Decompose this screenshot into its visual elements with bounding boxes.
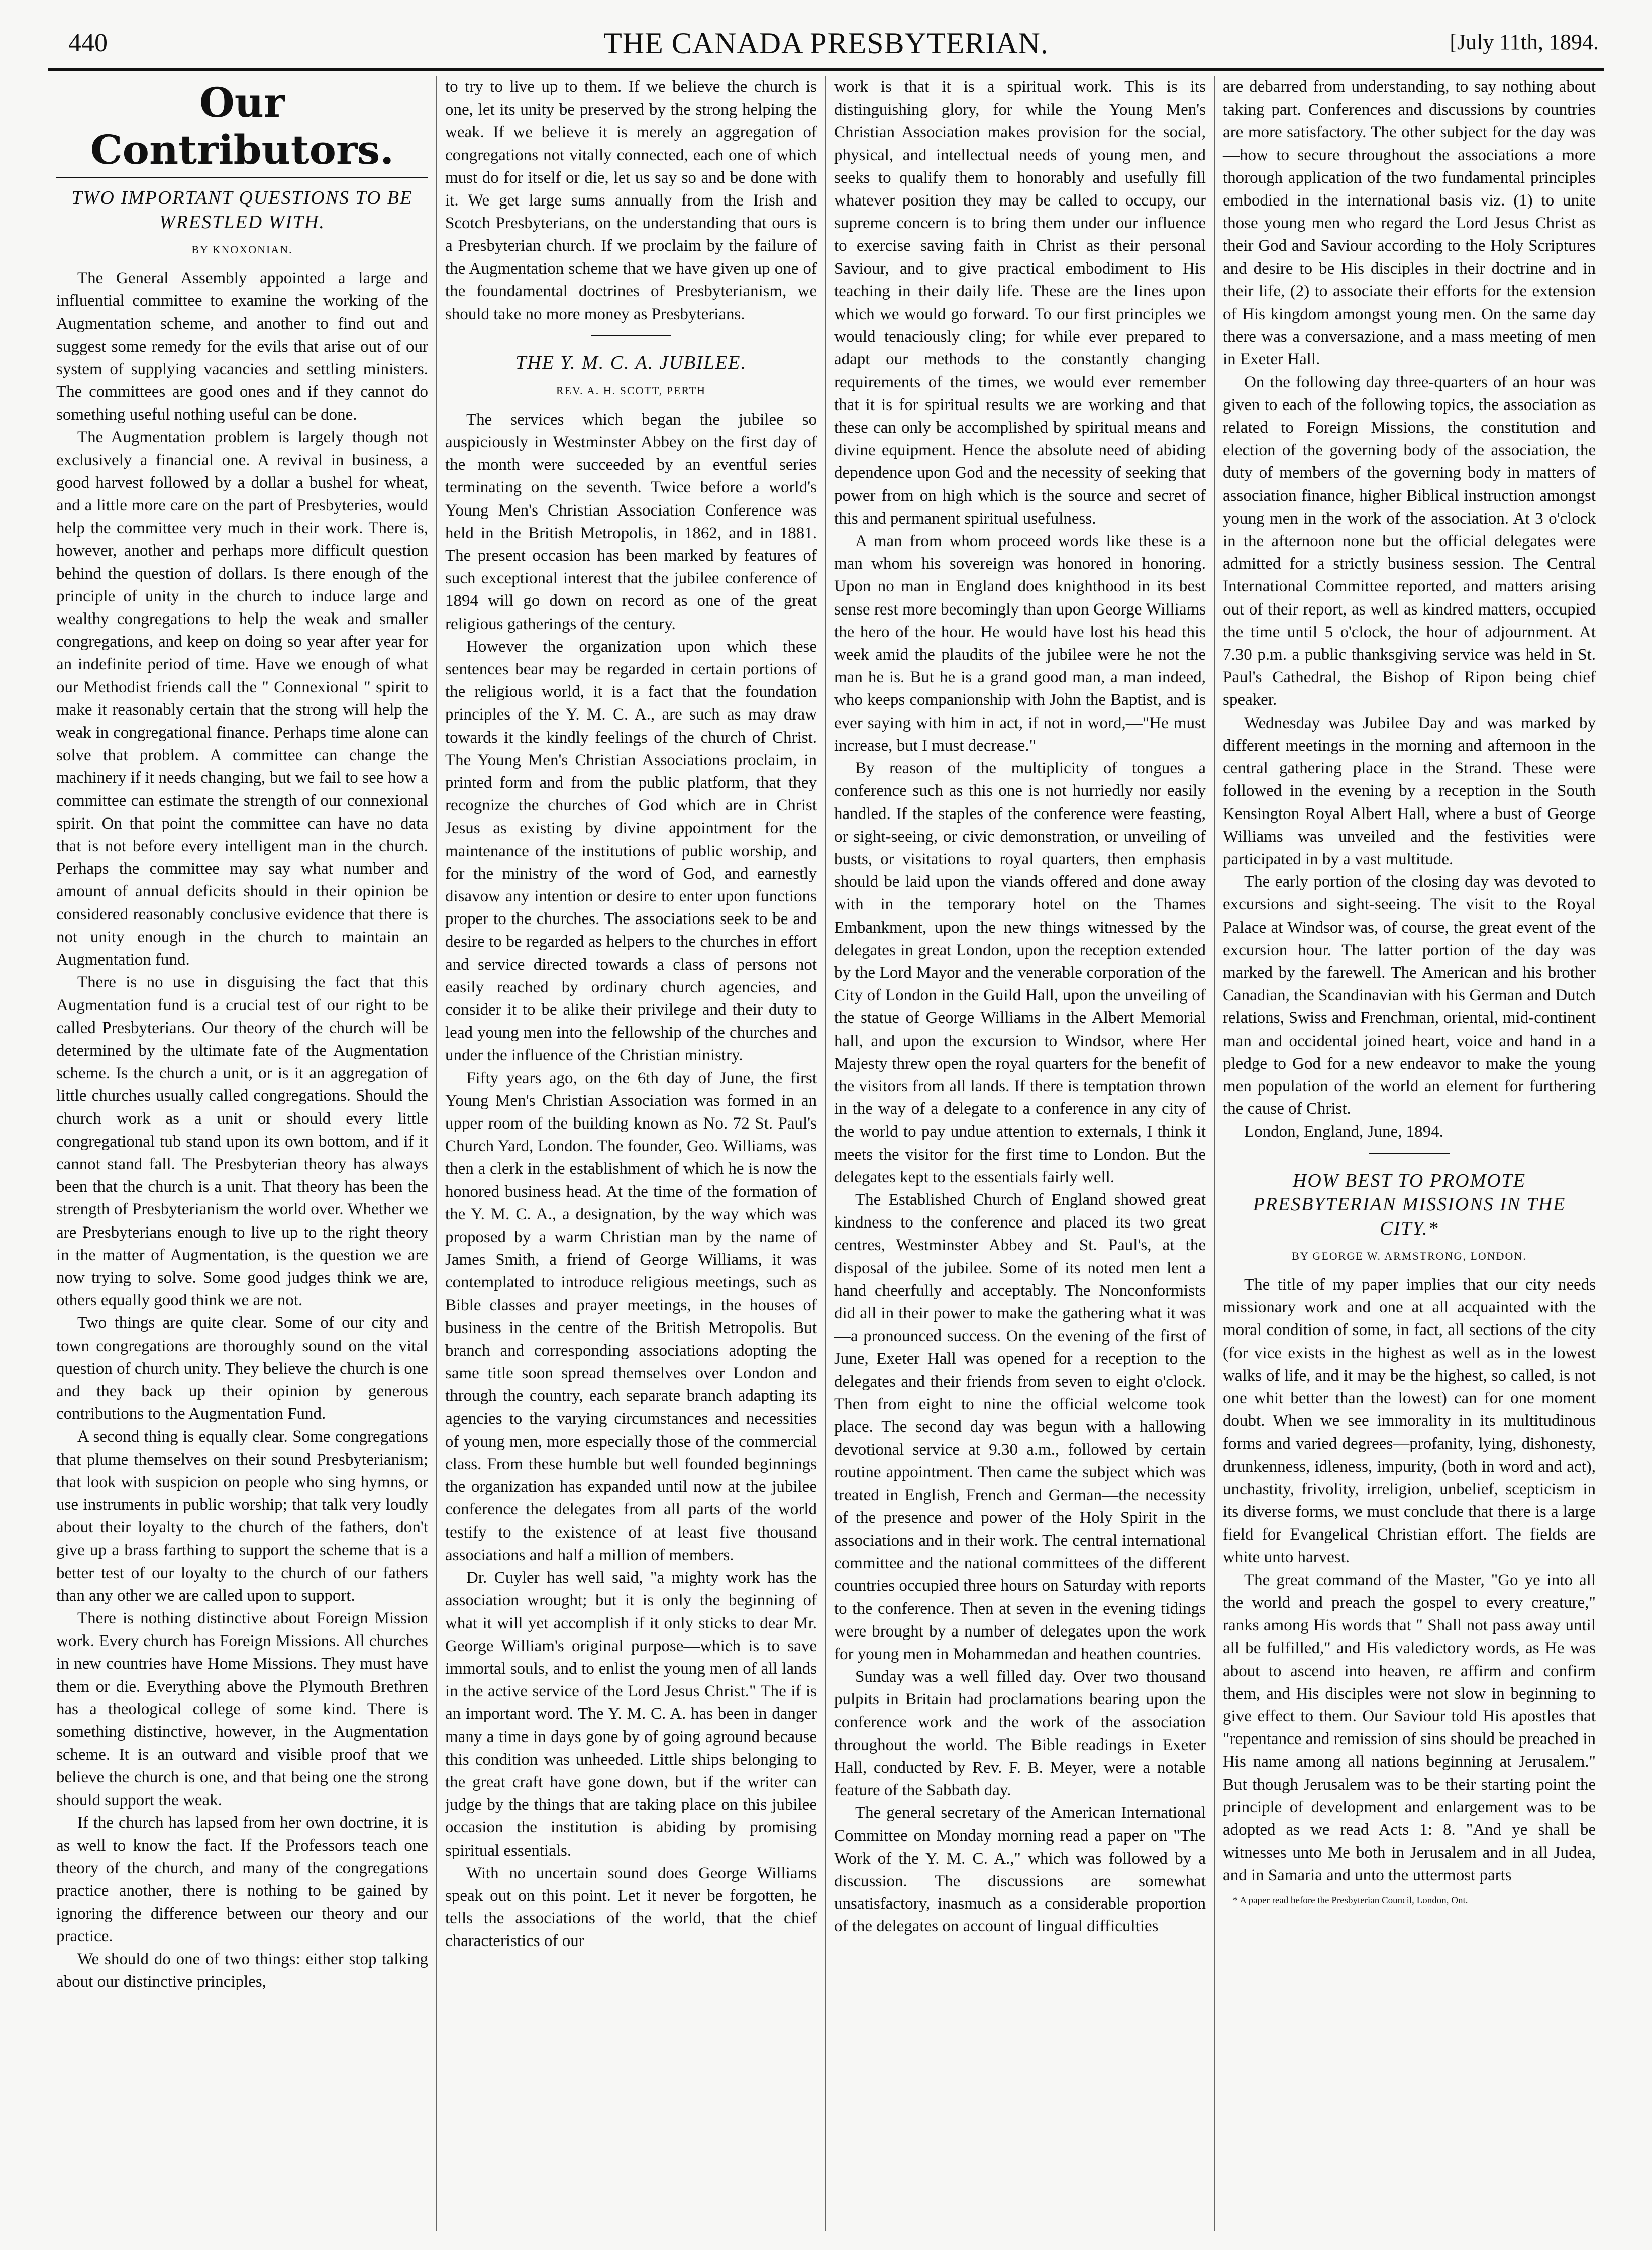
paragraph: to try to live up to them. If we believe the church is one, let its unity be preserved by the strong helping the weak. If we believe it is merely an aggregation of congregations not vitally connected, each one of which must do for itself or die, let us say so and be done with it. We get large sums annually from the Irish and Scotch Presbyterians, on the understanding that ours is a Presbyterian church. If we proclaim by the failure of the Augmentation scheme that we have given up one of the foundamental doctrines of Presbyterianism, we should take no more money as Presbyterians. [445,78,817,324]
article-byline: BY KNOXONIAN. [191,243,293,256]
columns [48,76,1604,2231]
column-1 [48,76,437,2231]
column-4 [1215,76,1604,2231]
paragraph: The title of my paper implies that our city needs missionary work and one at all acquainted with the moral condition of some, in fact, all sections of the city (for vice exists in the highest as well as in the lowest walks of life, and it may be the highest, so called, is not one whit better than the lowest) can for one moment doubt. When we see immorality in its multitudinous forms and varied degrees—profanity, lying, dishonesty, drunkenness, idleness, impurity, (both in word and act), unchastity, frivolity, irreligion, unbelief, scepticism in its diverse forms, we must conclude that there is a large field for Evangelical Christian effort. The fields are white unto harvest. [1223,1276,1596,1567]
paragraph: We should do one of two things: either stop talking about our distinctive principles, [56,1950,428,1991]
paragraph: Wednesday was Jubilee Day and was marked by different meetings in the morning and afternoon in the central gathering place in the Strand. These were followed in the evening by a reception in the South Kensington Royal Albert Hall, where a bust of George Williams was unveiled and the festivities were participated in by a vast multitude. [1223,713,1596,868]
dateline: London, England, June, 1894. [1244,1122,1443,1141]
paragraph: There is no use in disguising the fact that this Augmentation fund is a crucial test of our right to be called Presbyterians. Our theory of the church will be determined by the ultimate fate of the Augmentation scheme. Is the church a unit, or is it an aggregation of little churches usually called congregations. Should the church work as a unit or should every little congregational tub stand upon its own bottom, and if it cannot stand fall. The Presbyterian theory has always been that the church is a unit. That theory has been the strength of Presbyterianism the world over. Whether we are Presbyterians enough to live up to the right theory in the matter of Augmentation, is the question we are now trying to solve. Some good judges think we are, others equally good think we are not. [56,973,428,1310]
article-byline: BY GEORGE W. ARMSTRONG, LONDON. [1292,1250,1527,1263]
article-byline: REV. A. H. SCOTT, PERTH [556,384,706,397]
paragraph: However the organization upon which these sentences bear may be regarded in certain portions of the religious world, it is a fact that the foundation principles of the Y. M. C. A., are such as may draw towards it the kindly feelings of the church of Christ. The Young Men's Christian Associations proclaim, in printed form and from the public platform, that they recognize the churches of God which are in Christ Jesus as existing by divine appointment for the maintenance of the institutions of public worship, and for the ministry of the word of God, and earnestly disavow any intention or desire to enter upon functions proper to the churches. The associations seek to be and desire to be regarded as helpers to the churches in effort and service directed towards a class of persons not easily reached by ordinary church agencies, and consider it to be alike their privilege and their duty to lead young men into the fellowship of the churches and under the influence of the Christian ministry. [445,637,817,1065]
paragraph: The great command of the Master, "Go ye into all the world and preach the gospel to every creature," ranks among His words that " Shall not pass away until all be fulfilled," and His valedictory words, as He was about to ascend into heaven, re affirm and confirm them, and His disciples were not slow in beginning to give effect to them. Our Saviour told His apostles that "repentance and remission of sins should be preached in His name among all nations beginning at Jerusalem." But though Jerusalem was to be their starting point the principle of development and enlargement was to be adopted as we read Acts 1: 8. "And ye shall be witnesses unto Me both in Jerusalem and in all Judea, and in Samaria and unto the uttermost parts [1223,1571,1596,1885]
paragraph: A man from whom proceed words like these is a man whom his sovereign was honored in honoring. Upon no man in England does knighthood in its best sense rest more becomingly than upon George Williams the hero of the hour. He would have lost his head this week amid the plaudits of the jubilee were he not the man he is. But he is a grand good man, a man indeed, who keeps companionship with John the Baptist, and is ever saying with him in act, if not in word,—"He must increase, but I must decrease." [834,532,1206,755]
paragraph: By reason of the multiplicity of tongues a conference such as this one is not hurriedly nor easily handled. If the staples of the conference were feasting, or sight-seeing, or civic demonstration, or unveiling of busts, or visitations to royal quarters, then emphasis should be laid upon the viands offered and done away with in the temporary hotel on the Thames Embankment, upon the new things witnessed by the delegates in great London, upon the reception extended by the Lord Mayor and the venerable corporation of the City of London in the Guild Hall, upon the unveiling of the statue of George Williams in the Albert Memorial hall, and upon the excursion to Windsor, where Her Majesty threw open the royal quarters for the benefit of the visitors from all lands. If there is temptation thrown in the way of a delegate to a conference in any city of the world to pay undue attention to externals, I think it meets the visitor for the first time to London. But the delegates kept to the essentials fairly well. [834,759,1206,1186]
divider [1369,1153,1450,1154]
paragraph: On the following day three-quarters of an hour was given to each of the following topics, the association as related to Foreign Missions, the constitution and election of the governing body of the association, the duty of members of the governing body in matters of association finance, higher Biblical instruction amongst young men in the work of the association. At 3 o'clock in the afternoon none but the official delegates were admitted for a strictly business session. The Central International Committee reported, and matters arising out of their report, as well as kindred matters, occupied the time until 5 o'clock, the hour of adjournment. At 7.30 p.m. a public thanksgiving service was held in St. Paul's Cathedral, the Bishop of Ripon being chief speaker. [1223,373,1596,709]
paragraph: With no uncertain sound does George Williams speak out on this point. Let it never be forgotten, he tells the associations of the world, that the chief characteristics of our [445,1864,817,1951]
article-title: THE Y. M. C. A. JUBILEE. [515,352,747,374]
department-heading: Our Contributors. [56,79,428,179]
paragraph: A second thing is equally clear. Some congregations that plume themselves on their sound Presbyterianism; that look with suspicion on people who sing hymns, or use instruments in public worship; that talk very loudly about their loyalty to the church of the fathers, don't give up a brass farthing to support the scheme that is a better test of our loyalty to the church of our fathers than any other we are called upon to support. [56,1427,428,1605]
journal-title: THE CANADA PRESBYTERIAN. [603,27,1049,60]
paragraph: The Established Church of England showed great kindness to the conference and placed its two great centres, Westminster Abbey and St. Paul's, at the disposal of the jubilee. Some of its noted men lent a hand cheerfully and acceptably. The Nonconformists did all in their power to make the gathering what it was—a pronounced success. On the evening of the first of June, Exeter Hall was opened for a reception to the delegates and their friends from seven to eight o'clock. Then from eight to nine the official welcome took place. The second day was begun with a hallowing devotional service at 9.30 a.m., followed by certain routine appointment. Then came the subject which was treated in English, French and German—the necessity of the presence and power of the Holy Spirit in the associations and in their work. The central international committee and the national committees of the different countries occupied three hours on Saturday with reports to the conference. Then at seven in the evening tidings were brought by a number of delegates upon the work for young men in Mohammedan and heathen countries. [834,1190,1206,1664]
column-3 [826,76,1215,2231]
issue-date: [July 11th, 1894. [1450,30,1599,54]
paragraph: There is nothing distinctive about Foreign Mission work. Every church has Foreign Missions. All churches in new countries have Home Missions. They must have them or die. Everything above the Plymouth Brethren has a theological college of some kind. There is something distinctive, however, in the Augmentation scheme. It is an outward and visible proof that we believe the church is one, and that being one the strong should support the weak. [56,1609,428,1809]
paragraph: The General Assembly appointed a large and influential committee to examine the working of the Augmentation scheme, and another to find out and suggest some remedy for the evils that arise out of our system of supplying vacancies and settling ministers. The committees are good ones and if they cannot do something useful nothing useful can be done. [56,269,428,424]
paragraph: The early portion of the closing day was devoted to excursions and sight-seeing. The visit to the Royal Palace at Windsor was, of course, the great event of the excursion hour. The latter portion of the day was marked by the farewell. The American and his brother Canadian, the Scandinavian with his German and Dutch relations, Swiss and Frenchman, oriental, mid-continent man and occidental joined heart, voice and hand in a pledge to God for a new endeavor to make the young men population of the world an element for furthering the cause of Christ. [1223,873,1596,1118]
divider [591,335,671,336]
paragraph: If the church has lapsed from her own doctrine, it is as well to know the fact. If the Professors teach one theory of the church, and many of the congregations practice another, there is nothing to be gained by ignoring the difference between our theory and our practice. [56,1813,428,1946]
page-number: 440 [68,29,108,57]
paragraph: Sunday was a well filled day. Over two thousand pulpits in Britain had proclamations bearing upon the conference work and the work of the association throughout the world. The Bible readings in Exeter Hall, conducted by Rev. F. B. Meyer, were a notable feature of the Sabbath day. [834,1668,1206,1800]
paragraph: The Augmentation problem is largely though not exclusively a financial one. A revival in business, a good harvest followed by a dollar a bushel for wheat, and a little more care on the part of Presbyteries, would help the committee very much in their work. There is, however, another and perhaps more difficult question behind the question of dollars. Is there enough of the principle of unity in the church to induce large and wealthy congregations to help the weak and smaller congregations, and keep on doing so year after year for an indefinite period of time. Have we enough of what our Methodist friends call the " Connexional " spirit to make it reasonably certain that the strong will help the weak in congregational finance. Perhaps time alone can solve that problem. A committee can change the machinery if it needs changing, but we fail to see how a committee can estimate the strength of our connexional spirit. On that point the committee can have no data that is not before every intelligent man in the church. Perhaps the committee may say what number and amount of annual deficits should in their opinion be considered reasonably conclusive evidence that there is not unity enough in the church to maintain an Augmentation fund. [56,428,428,969]
footnote: * A paper read before the Presbyterian Council, London, Ont. [1233,1895,1468,1906]
paragraph: The services which began the jubilee so auspiciously in Westminster Abbey on the first day of the month were succeeded by an eventful series terminating on the seventh. Twice before a world's Young Men's Christian Association Conference was held in the British Metropolis, in 1862, and in 1881. The present occasion has been marked by features of such exceptional interest that the jubilee conference of 1894 will go down on record as one of the great religious gatherings of the century. [445,410,817,633]
paragraph: Two things are quite clear. Some of our city and town congregations are thoroughly sound on the vital question of church unity. They believe the church is one and they back up their opinion by generous contributions to the Augmentation Fund. [56,1314,428,1423]
paragraph: work is that it is a spiritual work. This is its distinguishing glory, for while the Young Men's Christian Association makes provision for the social, physical, and intellectual needs of young men, and seeks to qualify them to honorably and usefully fill whatever position they may be called to occupy, our supreme concern is to bring them under our influence to exercise saving faith in Christ as their personal Saviour, and to give practical embodiment to His teaching in their daily life. These are the lines upon which we would go forward. To our first principles we would tenaciously cling; for while ever prepared to adapt our methods to the constantly changing requirements of the times, we would ever remember that it is for spiritual results we are working and that these can only be accomplished by spiritual means and divine equipment. Hence the absolute need of abiding dependence upon God and the necessity of seeking that power from on high which is the source and secret of this and permanent spiritual usefulness. [834,78,1206,528]
article-title: TWO IMPORTANT QUESTIONS TO BE WRESTLED WITH. [71,187,413,233]
article-title: HOW BEST TO PROMOTE PRESBYTERIAN MISSIONS IN THE CITY.* [1253,1170,1566,1239]
paragraph: are debarred from understanding, to say nothing about taking part. Conferences and discussions by countries are more satisfactory. The other subject for the day was—how to secure throughout the associations a more thorough application of the two fundamental principles embodied in the international basis viz. (1) to unite those young men who regard the Lord Jesus Christ as their God and Saviour according to the Holy Scriptures and desire to be His disciples in their doctrine and in their life, (2) to associate their efforts for the extension of His kingdom amongst young men. On the same day there was a conversazione, and a mass meeting of men in Exeter Hall. [1223,78,1596,369]
running-head [48,22,1604,71]
paragraph: Dr. Cuyler has well said, "a mighty work has the association wrought; but it is only the beginning of what it will yet accomplish if it only sticks to dear Mr. George William's original purpose—which is to save immortal souls, and to enlist the young men of all lands in the active service of the Lord Jesus Christ." The if is an important word. The Y. M. C. A. has been in danger many a time in days gone by of going aground because this condition was unheeded. Little ships belonging to the great craft have gone down, but if the writer can judge by the things that are taking place on this jubilee occasion the institution is abiding by promising spiritual essentials. [445,1569,817,1860]
paragraph: Fifty years ago, on the 6th day of June, the first Young Men's Christian Association was formed in an upper room of the building known as No. 72 St. Paul's Church Yard, London. The founder, Geo. Williams, was then a clerk in the establishment of which he is now the honored business head. At the time of the formation of the Y. M. C. A., a designation, by the way which was proposed by a warm Christian man by the name of James Smith, a friend of George Williams, it was contemplated to introduce religious meetings, such as Bible classes and prayer meetings, in the houses of business in the centre of the British Metropolis. But branch and corresponding associations adopting the same title soon spread themselves over London and through the country, each separate branch adapting its agencies to the varying circumstances and necessities of young men, more especially those of the commercial class. From these humble but well founded beginnings the organization has expanded until now at the jubilee conference the delegates from all parts of the world testify to the existence of at least five thousand associations and half a million of members. [445,1069,817,1564]
column-2 [437,76,826,2231]
paragraph: The general secretary of the American International Committee on Monday morning read a paper on "The Work of the Y. M. C. A.," which was followed by a discussion. The discussions are somewhat unsatisfactory, inasmuch as a considerable proportion of the delegates on account of lingual difficulties [834,1804,1206,1936]
